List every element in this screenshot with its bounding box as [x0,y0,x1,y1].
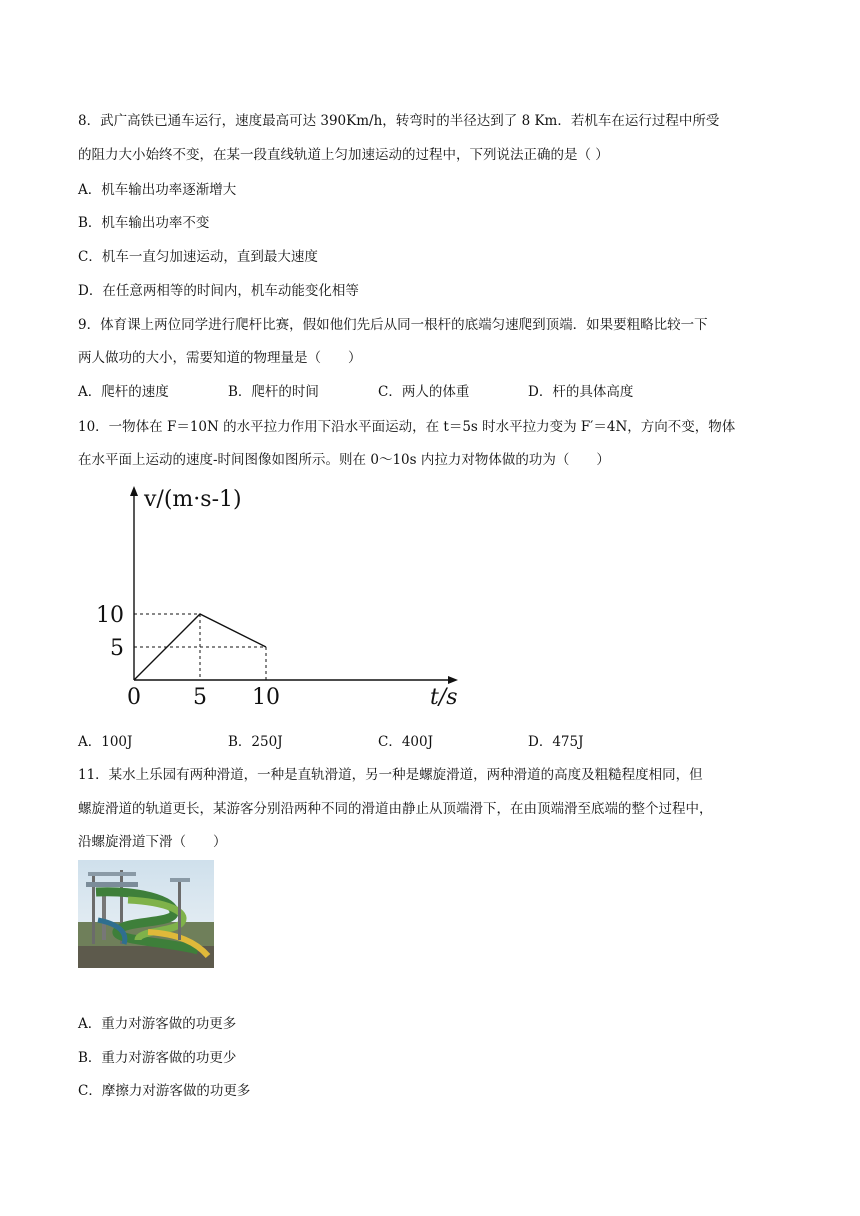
q11-stem-line3: 沿螺旋滑道下滑（ ） [78,834,227,850]
q10-stem-line1: 10．一物体在 F＝10N 的水平拉力作用下沿水平面运动，在 t＝5s 时水平拉力变为 F′＝4N，方向不变，物体 [78,419,736,435]
q11-option-c: C．摩擦力对游客做的功更多 [78,1083,251,1099]
q8-option-c: C．机车一直匀加速运动，直到最大速度 [78,249,318,265]
y-axis-label: v/(m·s-1) [144,487,242,512]
q11-option-b: B．重力对游客做的功更少 [78,1050,237,1066]
q10-option-c: C．400J [378,734,434,750]
x-axis-arrow [448,676,458,684]
q10-option-d: D．475J [528,734,584,750]
q9-option-b: B．爬杆的时间 [228,384,319,400]
q8-stem-line1: 8．武广高铁已通车运行，速度最高可达 390Km/h，转弯时的半径达到了 8 Km．若机车在运行过程中所受 [78,113,720,129]
y-tick-label-10: 10 [96,603,124,628]
q11-stem-line1: 11．某水上乐园有两种滑道，一种是直轨滑道，另一种是螺旋滑道，两种滑道的高度及粗糙程度相同，但 [78,767,703,783]
q8-stem-line2: 的阻力大小始终不变，在某一段直线轨道上匀加速运动的过程中，下列说法正确的是（ ） [78,147,609,163]
q9-option-d: D．杆的具体高度 [528,384,634,400]
q9-option-c: C．两人的体重 [378,384,470,400]
q9-stem-line2: 两人做功的大小，需要知道的物理量是（ ） [78,350,362,366]
q10-stem-line2: 在水平面上运动的速度-时间图像如图所示。则在 0～10s 内拉力对物体做的功为（ ） [78,452,610,468]
q10-option-a: A．100J [78,734,133,750]
velocity-time-chart [96,480,466,720]
x-tick-label-5: 5 [193,685,207,710]
q11-option-a: A．重力对游客做的功更多 [78,1016,237,1032]
q11-stem-line2: 螺旋滑道的轨道更长，某游客分别沿两种不同的滑道由静止从顶端滑下，在由顶端滑至底端的整个过程中， [78,801,713,817]
water-slide-photo [78,860,214,968]
q9-stem-line1: 9．体育课上两位同学进行爬杆比赛，假如他们先后从同一根杆的底端匀速爬到顶端．如果要粗略比较一下 [78,317,708,333]
y-tick-label-5: 5 [110,636,124,661]
q10-option-b: B．250J [228,734,283,750]
q9-option-a: A．爬杆的速度 [78,384,169,400]
x-axis-label: t/s [430,685,458,710]
q8-option-b: B．机车输出功率不变 [78,215,210,231]
y-axis-arrow [130,486,138,496]
x-tick-label-0: 0 [127,685,141,710]
q8-option-d: D．在任意两相等的时间内，机车动能变化相等 [78,283,359,299]
x-tick-label-10: 10 [252,685,280,710]
q8-option-a: A．机车输出功率逐渐增大 [78,182,237,198]
